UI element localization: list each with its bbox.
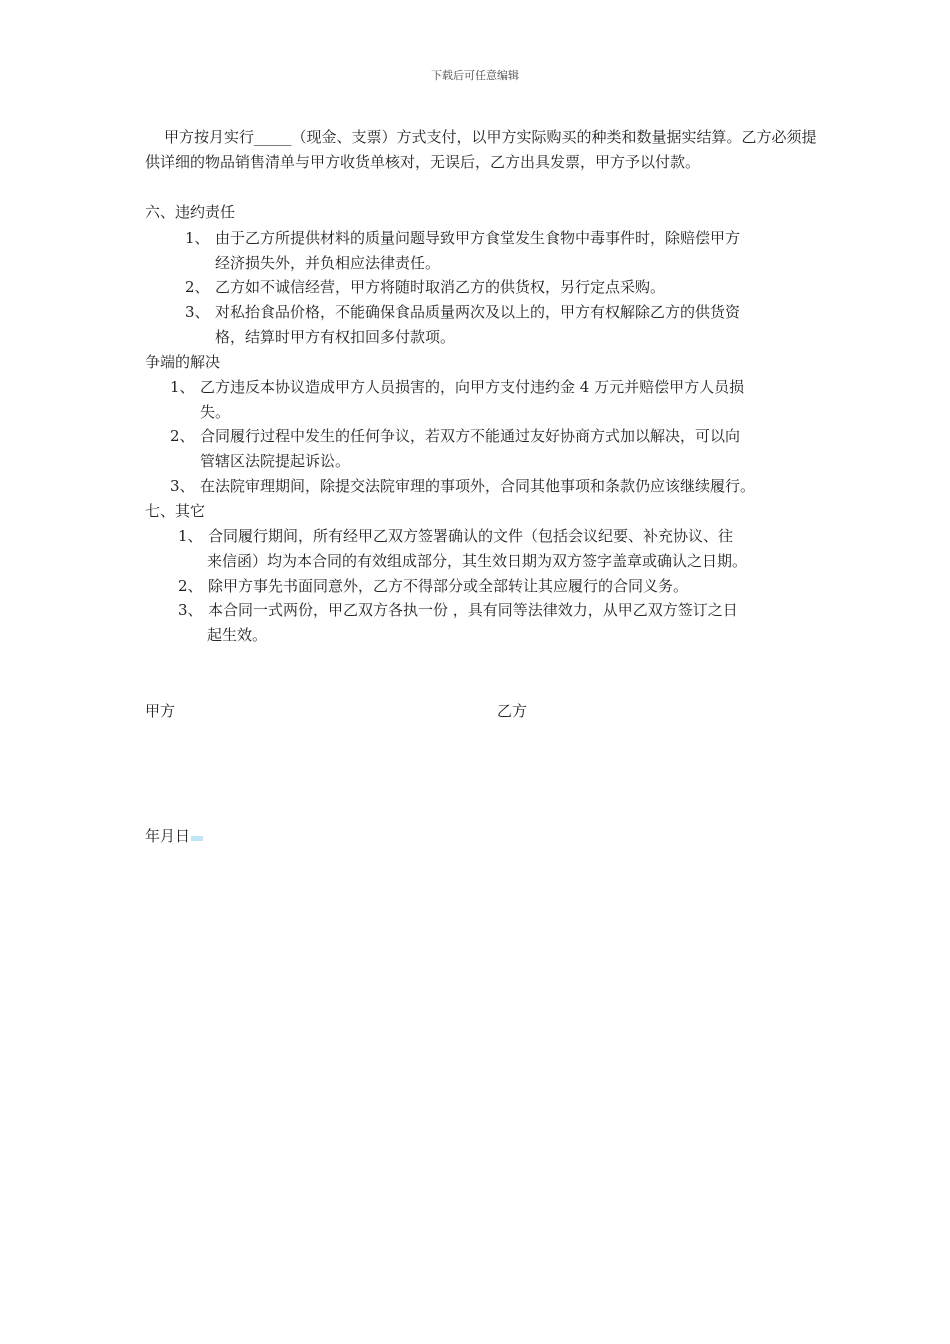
- text-cursor-highlight: [191, 836, 203, 841]
- item-text: 本合同一式两份，甲乙双方各执一份 ，具有同等法律效力，从甲乙双方签订之日: [208, 601, 738, 619]
- list-item: [170, 476, 755, 496]
- item-text: 对私抬食品价格，不能确保食品质量两次及以上的，甲方有权解除乙方的供货资: [215, 303, 741, 321]
- date-label: 年月日: [145, 827, 191, 845]
- list-item: [185, 228, 740, 248]
- item-text: 除甲方事先书面同意外，乙方不得部分或全部转让其应履行的合同义务。: [208, 577, 689, 595]
- item-text: 合同履行过程中发生的任何争议，若双方不能通过友好协商方式加以解决，可以向: [200, 427, 741, 445]
- item-number: 2、: [178, 577, 203, 595]
- list-item: [170, 426, 740, 446]
- item-text: 合同履行期间，所有经甲乙双方签署确认的文件（包括会议纪要、补充协议、往: [208, 527, 734, 545]
- item-number: 3、: [170, 477, 195, 495]
- item-text-continued: 管辖区法院提起诉讼。: [200, 452, 351, 470]
- item-number: 2、: [170, 427, 195, 445]
- payment-paragraph: 甲方按月实行_____（现金、支票）方式支付，以甲方实际购买的种类和数量据实结算。乙方必须提供详细的物品销售清单与甲方收货单核对，无误后，乙方出具发票，甲方予以付款。: [145, 128, 817, 171]
- date-line: [145, 826, 203, 846]
- item-text: 由于乙方所提供材料的质量问题导致甲方食堂发生食物中毒事件时，除赔偿甲方: [215, 229, 741, 247]
- item-text: 在法院审理期间，除提交法院审理的事项外，合同其他事项和条款仍应该继续履行。: [200, 477, 756, 495]
- list-item: [170, 377, 744, 397]
- page-header: 下载后可任意编辑: [431, 69, 519, 82]
- item-text-continued: 失。: [200, 403, 231, 421]
- item-number: 1、: [178, 527, 203, 545]
- list-item: [185, 302, 740, 322]
- item-number: 1、: [185, 229, 210, 247]
- list-item: [178, 600, 738, 620]
- dispute-title: 争端的解决: [145, 353, 221, 371]
- item-text: 乙方如不诚信经营，甲方将随时取消乙方的供货权，另行定点采购。: [215, 278, 666, 296]
- item-number: 1、: [170, 378, 195, 396]
- item-text-continued: 格，结算时甲方有权扣回多付款项。: [215, 328, 456, 346]
- item-text-continued: 起生效。: [207, 626, 268, 644]
- list-item: [178, 576, 688, 596]
- item-number: 3、: [178, 601, 203, 619]
- list-item: [185, 277, 665, 297]
- item-text-continued: 来信函）均为本合同的有效组成部分，其生效日期为双方签字盖章或确认之日期。: [207, 552, 748, 570]
- party-b-signature-label: 乙方: [497, 702, 528, 720]
- list-item: [178, 526, 733, 546]
- item-text-continued: 经济损失外，并负相应法律责任。: [215, 254, 441, 272]
- party-a-signature-label: 甲方: [145, 702, 176, 720]
- section-7-title: 七、其它: [145, 502, 206, 520]
- item-number: 2、: [185, 278, 210, 296]
- item-number: 3、: [185, 303, 210, 321]
- section-6-title: 六、违约责任: [145, 203, 236, 221]
- item-text: 乙方违反本协议造成甲方人员损害的，向甲方支付违约金 4 万元并赔偿甲方人员损: [200, 378, 745, 396]
